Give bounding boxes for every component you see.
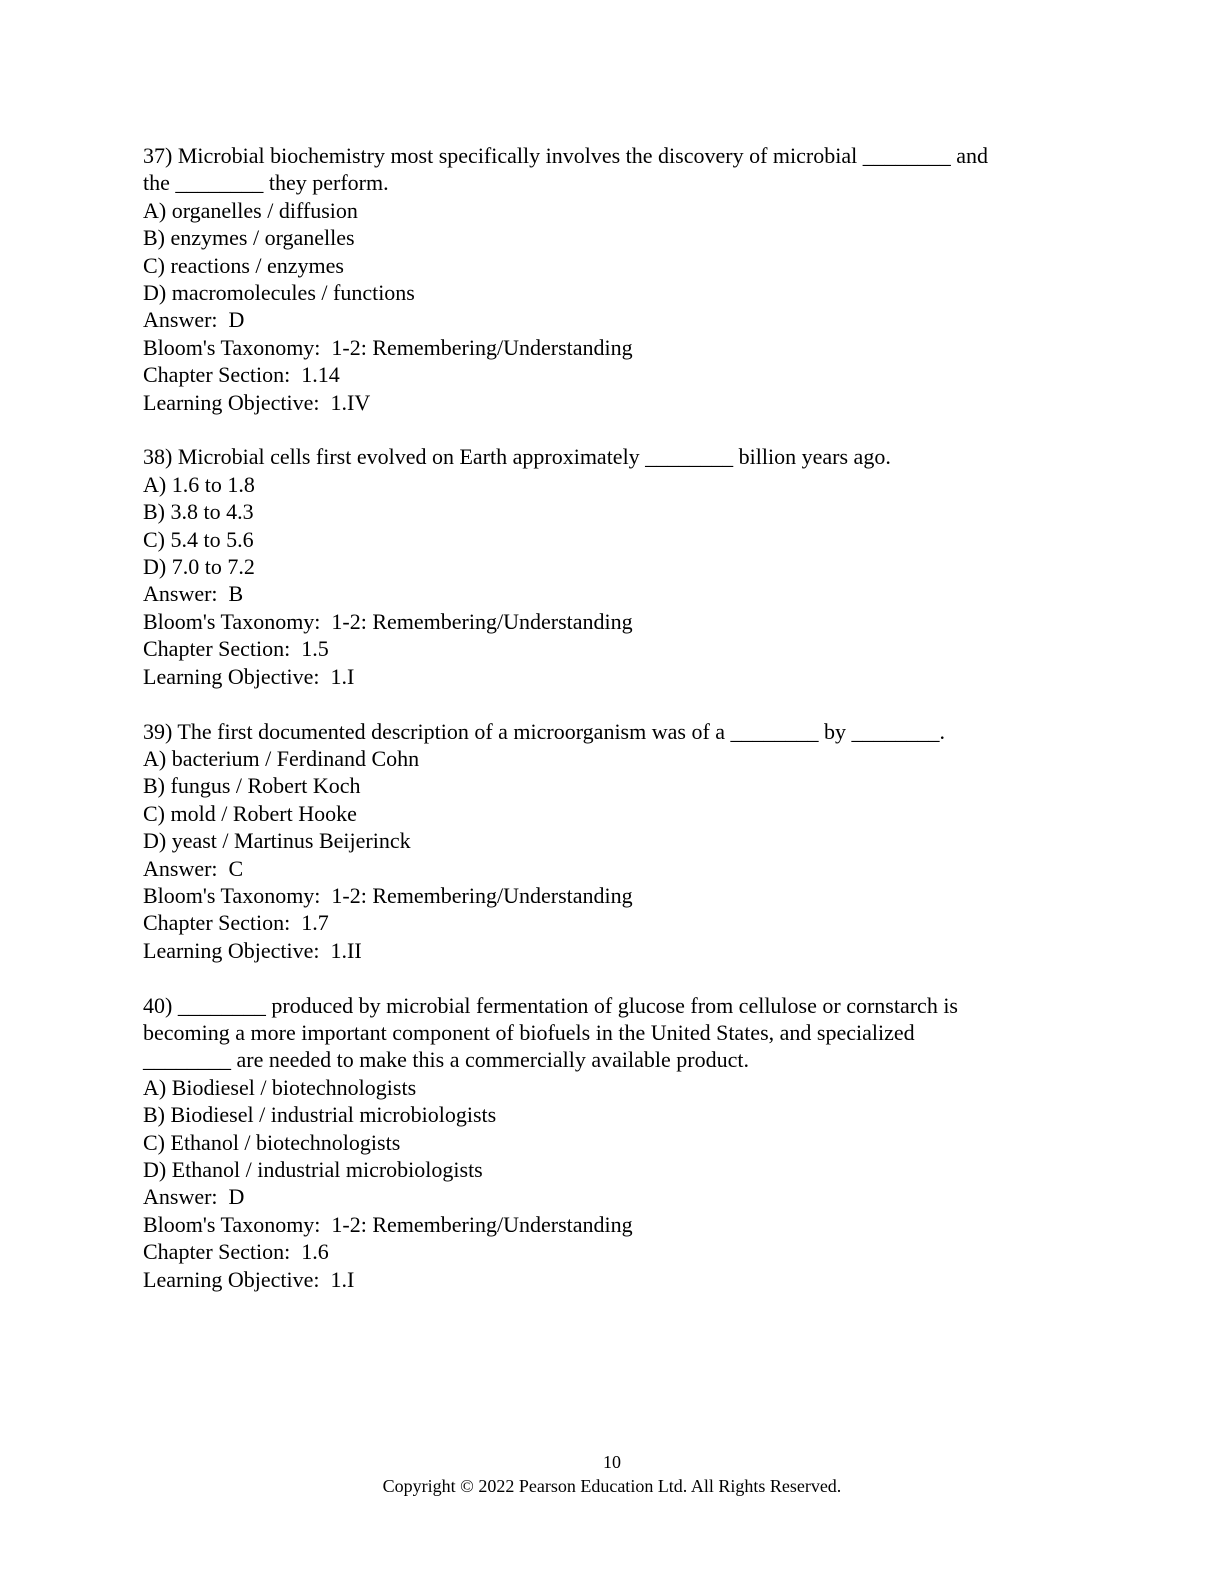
question-38 [143,443,1073,690]
question-37 [143,142,1073,416]
option-a: A) bacterium / Ferdinand Cohn [143,745,420,771]
option-d: D) macromolecules / functions [143,280,415,306]
option-c: C) Ethanol / biotechnologists [143,1129,401,1155]
option-b: B) fungus / Robert Koch [143,773,361,799]
answer: Answer: D [143,1184,245,1210]
option-b: B) Biodiesel / industrial microbiologists [143,1102,497,1128]
chapter-section: Chapter Section: 1.5 [143,636,329,662]
question-stem-line: 38) Microbial cells first evolved on Earth approximately ________ billion years ago. [143,444,891,470]
question-stem-line: the ________ they perform. [143,170,389,196]
question-stem-line: becoming a more important component of biofuels in the United States, and specialized [143,1019,915,1045]
question-stem-line: ________ are needed to make this a commercially available product. [143,1047,749,1073]
option-a: A) organelles / diffusion [143,197,358,223]
learning-objective: Learning Objective: 1.IV [143,389,371,415]
copyright-notice: Copyright © 2022 Pearson Education Ltd. All Rights Reserved. [382,1476,842,1496]
question-list [143,142,1073,1293]
option-d: D) Ethanol / industrial microbiologists [143,1156,483,1182]
option-c: C) mold / Robert Hooke [143,800,357,826]
option-a: A) Biodiesel / biotechnologists [143,1074,417,1100]
chapter-section: Chapter Section: 1.14 [143,362,340,388]
page-number: 10 [603,1452,621,1472]
question-stem-line: 40) ________ produced by microbial fermentation of glucose from cellulose or cornstarch is [143,992,958,1018]
option-d: D) 7.0 to 7.2 [143,554,255,580]
option-c: C) 5.4 to 5.6 [143,526,254,552]
answer: Answer: C [143,855,244,881]
question-stem-line: 37) Microbial biochemistry most specifically involves the discovery of microbial ________ and [143,143,988,168]
learning-objective: Learning Objective: 1.II [143,937,362,963]
blooms-taxonomy: Bloom's Taxonomy: 1-2: Remembering/Understanding [143,1211,633,1237]
answer: Answer: B [143,581,244,607]
learning-objective: Learning Objective: 1.I [143,663,355,689]
question-stem-line: 39) The first documented description of a microorganism was of a ________ by ________. [143,718,946,744]
option-c: C) reactions / enzymes [143,252,344,278]
option-d: D) yeast / Martinus Beijerinck [143,828,411,854]
learning-objective: Learning Objective: 1.I [143,1266,355,1292]
blooms-taxonomy: Bloom's Taxonomy: 1-2: Remembering/Understanding [143,334,633,360]
option-a: A) 1.6 to 1.8 [143,471,255,497]
chapter-section: Chapter Section: 1.6 [143,1239,329,1265]
chapter-section: Chapter Section: 1.7 [143,910,329,936]
option-b: B) enzymes / organelles [143,225,355,251]
answer: Answer: D [143,307,245,333]
question-40 [143,992,1073,1293]
option-b: B) 3.8 to 4.3 [143,499,254,525]
blooms-taxonomy: Bloom's Taxonomy: 1-2: Remembering/Understanding [143,608,633,634]
blooms-taxonomy: Bloom's Taxonomy: 1-2: Remembering/Understanding [143,882,633,908]
question-39 [143,718,1073,965]
